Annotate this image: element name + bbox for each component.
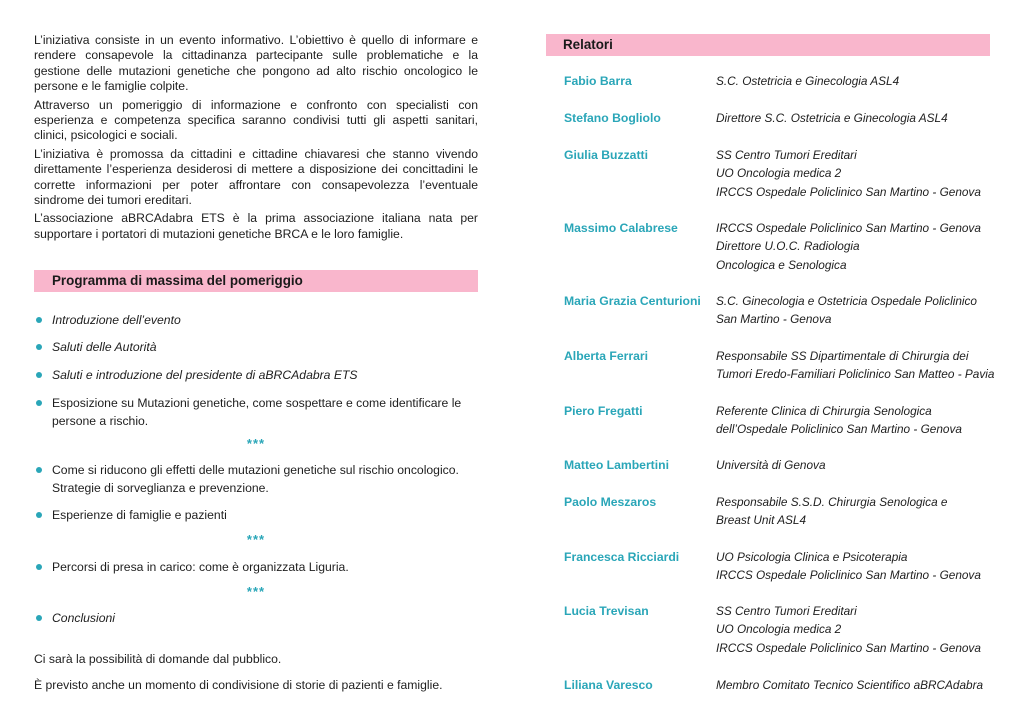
speaker-affiliation [716, 402, 1002, 439]
separator-stars: *** [246, 436, 266, 451]
speaker-name: Liliana Varesco [564, 678, 653, 692]
affiliation-line: SS Centro Tumori Ereditari [716, 148, 857, 162]
program-item-text: Introduzione dell’evento [52, 313, 181, 327]
affiliation-line: Direttore U.O.C. Radiologia [716, 239, 860, 254]
program-item-text: Saluti e introduzione del presidente di aBRCAdabra ETS [52, 368, 358, 382]
speaker-name: Stefano Bogliolo [564, 111, 661, 125]
closing-line: Ci sarà la possibilità di domande dal pubblico. [34, 652, 282, 666]
speaker-affiliation [716, 292, 1002, 329]
affiliation-line: Responsabile SS Dipartimentale di Chirurgia dei [716, 349, 969, 363]
speaker-affiliation [716, 347, 1002, 384]
speaker-name: Massimo Calabrese [564, 221, 678, 235]
affiliation-line: IRCCS Ospedale Policlinico San Martino - Genova [716, 221, 981, 235]
separator-stars: *** [246, 584, 266, 599]
speaker-affiliation [716, 676, 1002, 694]
program-heading: Programma di massima del pomeriggio [34, 270, 478, 292]
bullet-icon [36, 344, 42, 350]
program-item-text: Esposizione su Mutazioni genetiche, come sospettare e come identificare le persone a rischio. [52, 396, 462, 428]
speaker-affiliation [716, 548, 1002, 585]
affiliation-line: IRCCS Ospedale Policlinico San Martino - Genova [716, 184, 981, 199]
affiliation-line: Università di Genova [716, 458, 826, 472]
affiliation-line: Tumori Eredo-Familiari Policlinico San Matteo - Pavia [716, 367, 995, 382]
bullet-icon [36, 467, 42, 473]
affiliation-line: Breast Unit ASL4 [716, 513, 807, 528]
bullet-icon [36, 615, 42, 621]
intro-paragraph: L’iniziativa consiste in un evento informativo. L’obiettivo è quello di informare e rendere consapevole la cittadinanza partecipante sulle problematiche e la gestione delle mutazioni genetiche che pongono ad alto rischio oncologico le persone e le famiglie colpite. [34, 33, 478, 94]
affiliation-line: S.C. Ginecologia e Ostetricia Ospedale Policlinico [716, 294, 977, 308]
speaker-affiliation [716, 72, 1002, 90]
intro-paragraph: L’iniziativa è promossa da cittadini e cittadine chiavaresi che stanno vivendo direttamente l’esperienza desiderosi di mettere a disposizione dei concittadini le corrette informazioni per poter affrontare con consapevolezza l’eventuale sindrome dei tumori ereditari. [34, 146, 478, 208]
affiliation-line: UO Oncologia medica 2 [716, 622, 842, 637]
affiliation-line: San Martino - Genova [716, 312, 832, 327]
program-item-text: Esperienze di famiglie e pazienti [52, 508, 227, 522]
speaker-affiliation [716, 493, 1002, 530]
speaker-name: Fabio Barra [564, 74, 632, 88]
affiliation-line: UO Oncologia medica 2 [716, 166, 842, 181]
bullet-icon [36, 564, 42, 570]
bullet-icon [36, 372, 42, 378]
affiliation-line: Membro Comitato Tecnico Scientifico aBRCAdabra [716, 678, 984, 692]
affiliation-line: IRCCS Ospedale Policlinico San Martino - Genova [716, 568, 981, 583]
affiliation-line: Oncologica e Senologica [716, 257, 847, 272]
speaker-affiliation [716, 146, 1002, 201]
speaker-name: Matteo Lambertini [564, 458, 669, 472]
intro-paragraph: L’associazione aBRCAdabra ETS è la prima associazione italiana nata per supportare i portatori di mutazioni genetiche BRCA e le loro famiglie. [34, 211, 478, 241]
speaker-name: Alberta Ferrari [564, 349, 648, 363]
speaker-name: Francesca Ricciardi [564, 550, 680, 564]
program-item-text: Conclusioni [52, 611, 116, 625]
intro-text [34, 33, 478, 245]
affiliation-line: Direttore S.C. Ostetricia e Ginecologia ASL4 [716, 111, 948, 125]
speaker-affiliation [716, 456, 1002, 474]
speaker-name: Paolo Meszaros [564, 495, 657, 509]
bullet-icon [36, 512, 42, 518]
closing-line: È previsto anche un momento di condivisione di storie di pazienti e famiglie. [34, 678, 443, 692]
affiliation-line: IRCCS Ospedale Policlinico San Martino - Genova [716, 640, 981, 655]
speaker-affiliation [716, 602, 1002, 657]
speaker-affiliation [716, 219, 1002, 274]
speaker-affiliation [716, 109, 1002, 127]
program-item-text: Come si riducono gli effetti delle mutazioni genetiche sul rischio oncologico. Strategie di sorveglianza e prevenzione. [52, 463, 459, 495]
affiliation-line: Responsabile S.S.D. Chirurgia Senologica e [716, 495, 948, 509]
separator-stars: *** [246, 532, 266, 547]
program-item-text: Percorsi di presa in carico: come è organizzata Liguria. [52, 560, 349, 574]
bullet-icon [36, 400, 42, 406]
affiliation-line: UO Psicologia Clinica e Psicoterapia [716, 550, 908, 564]
speakers-heading: Relatori [546, 34, 990, 56]
affiliation-line: dell’Ospedale Policlinico San Martino - Genova [716, 422, 962, 437]
program-item-text: Saluti delle Autorità [52, 340, 157, 354]
affiliation-line: S.C. Ostetricia e Ginecologia ASL4 [716, 74, 900, 88]
speaker-name: Maria Grazia Centurioni [564, 294, 701, 308]
speaker-name: Lucia Trevisan [564, 604, 649, 618]
intro-paragraph: Attraverso un pomeriggio di informazione e confronto con specialisti con esperienza e competenza specifica saranno condivisi tutti gli aspetti sanitari, clinici, psicologici e sociali. [34, 97, 478, 143]
affiliation-line: Referente Clinica di Chirurgia Senologica [716, 404, 932, 418]
speaker-name: Piero Fregatti [564, 404, 643, 418]
bullet-icon [36, 317, 42, 323]
speaker-name: Giulia Buzzatti [564, 148, 648, 162]
affiliation-line: SS Centro Tumori Ereditari [716, 604, 857, 618]
